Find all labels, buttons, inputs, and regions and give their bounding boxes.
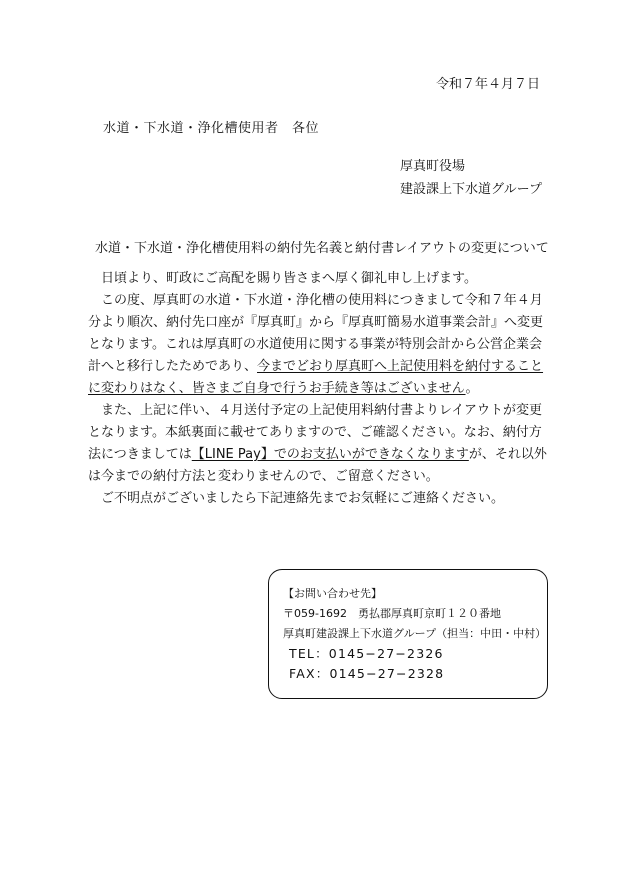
body-line	[88, 378, 548, 400]
body-text-segment: 法につきましては	[88, 447, 192, 462]
sender-org: 厚真町役場	[400, 159, 466, 174]
contact-box	[268, 569, 548, 699]
contact-tel: TEL：0145−27−2326	[289, 646, 444, 661]
contact-address: 〒059-1692 勇払郡厚真町京町１２０番地	[283, 607, 501, 620]
addressee: 水道・下水道・浄化槽使用者 各位	[103, 121, 320, 136]
body-line: この度、厚真町の水道・下水道・浄化槽の使用料につきまして令和７年４月	[88, 293, 543, 308]
contact-heading: 【お問い合わせ先】	[283, 587, 382, 600]
body-line: となります。本紙裏面に載せてありますので、ご確認ください。なお、納付方	[88, 425, 542, 440]
body-text	[88, 268, 548, 510]
contact-dept: 厚真町建設課上下水道グループ（担当：中田・中村）	[283, 627, 547, 640]
underlined-text: 【LINE Pay】でのお支払いができなくなります	[191, 447, 469, 462]
body-line: 分より順次、納付先口座が『厚真町』から『厚真町簡易水道事業会計』へ変更	[88, 315, 544, 330]
document-title: 水道・下水道・浄化槽使用料の納付先名義と納付書レイアウトの変更について	[95, 241, 549, 256]
body-line: また、上記に伴い、４月送付予定の上記使用料納付書よりレイアウトが変更	[88, 403, 542, 418]
body-line: は今までの納付方法と変わりませんので、ご留意ください。	[88, 469, 439, 484]
body-text-segment: が、それ以外	[468, 447, 547, 462]
contact-fax: FAX：0145−27−2328	[289, 666, 445, 681]
body-line	[88, 356, 548, 378]
body-text-segment: 計へと移行したためであり、	[88, 359, 258, 374]
underlined-text: に変わりはなく、皆さまご自身で行うお手続き等はございません	[88, 381, 466, 396]
sender-block	[400, 155, 542, 201]
body-line: となります。これは厚真町の水道使用に関する事業が特別会計から公営企業会	[88, 337, 542, 352]
body-line: 日頃より、町政にご高配を賜り皆さまへ厚く御礼申し上げます。	[88, 271, 477, 286]
body-text-segment: 。	[465, 381, 479, 396]
body-line: ご不明点がございましたら下記連絡先までお気軽にご連絡ください。	[88, 491, 505, 506]
underlined-text: 今までどおり厚真町へ上記使用料を納付すること	[257, 359, 544, 374]
body-line	[88, 444, 548, 466]
sender-dept: 建設課上下水道グループ	[400, 182, 542, 197]
document-date: 令和７年４月７日	[435, 77, 540, 92]
